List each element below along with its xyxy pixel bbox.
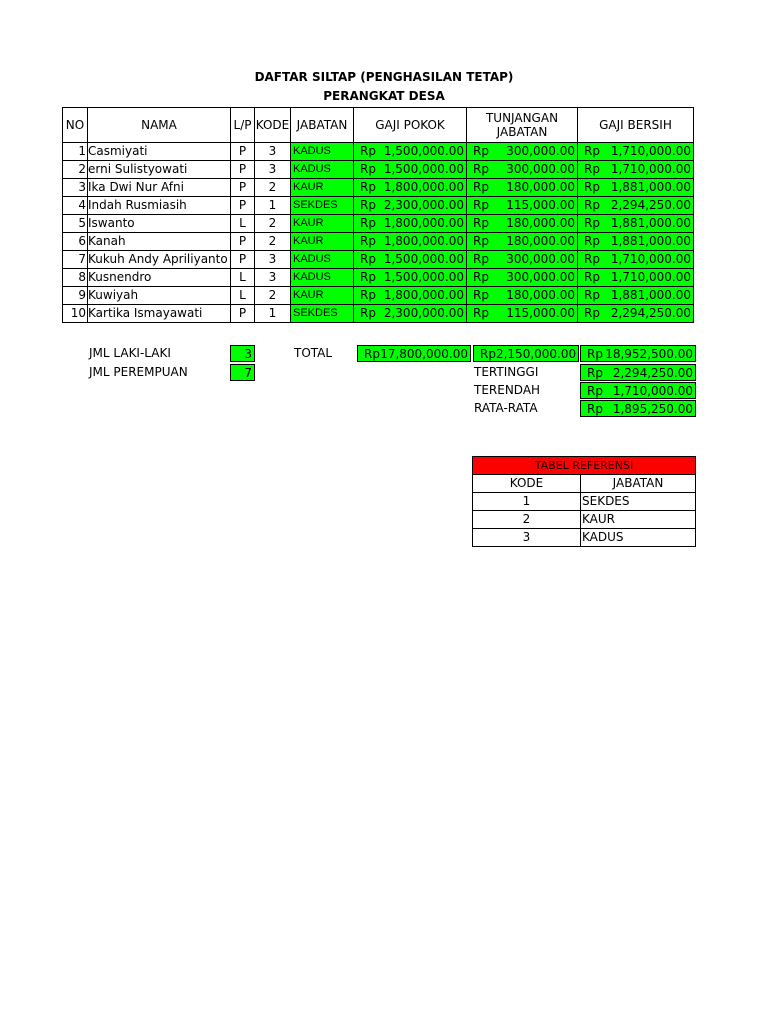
- row-tunjangan-amount: 180,000.00: [506, 234, 575, 248]
- currency-symbol: Rp: [360, 234, 376, 248]
- row-gaji-pokok-amount: 2,300,000.00: [383, 198, 464, 212]
- row-gaji-bersih: [578, 215, 694, 233]
- row-no: 3: [63, 179, 88, 197]
- row-gaji-pokok-amount: 1,800,000.00: [383, 234, 464, 248]
- row-gaji-bersih-amount: 1,710,000.00: [610, 144, 691, 158]
- row-nama: Kukuh Andy Apriliyanto: [88, 251, 231, 269]
- row-tunjangan: [467, 305, 578, 323]
- row-kode: 3: [255, 143, 291, 161]
- row-jabatan: KAUR: [291, 179, 354, 197]
- row-gaji-bersih: [578, 305, 694, 323]
- currency-symbol: Rp: [587, 347, 603, 361]
- row-gaji-pokok-amount: 2,300,000.00: [383, 306, 464, 320]
- currency-symbol: Rp: [587, 366, 603, 380]
- row-tunjangan: [467, 287, 578, 305]
- row-tunjangan-amount: 300,000.00: [506, 270, 575, 284]
- row-lp: P: [231, 197, 255, 215]
- row-gaji-pokok: [354, 161, 467, 179]
- document-subtitle: PERANGKAT DESA: [323, 89, 445, 103]
- row-gaji-bersih-amount: 2,294,250.00: [610, 198, 691, 212]
- row-tunjangan-amount: 180,000.00: [506, 180, 575, 194]
- row-kode: 3: [255, 251, 291, 269]
- table-row: [63, 161, 694, 179]
- row-gaji-bersih: [578, 161, 694, 179]
- row-jabatan: KADUS: [291, 269, 354, 287]
- total-tunjangan-amount: 2,150,000.00: [495, 347, 577, 361]
- row-gaji-pokok-amount: 1,500,000.00: [383, 162, 464, 176]
- jml-laki-label: JML LAKI-LAKI: [89, 346, 171, 360]
- row-lp: P: [231, 179, 255, 197]
- row-gaji-bersih-amount: 1,881,000.00: [610, 216, 691, 230]
- currency-symbol: Rp: [584, 306, 600, 320]
- header-tunjangan: [467, 108, 578, 143]
- row-gaji-pokok-amount: 1,500,000.00: [383, 252, 464, 266]
- currency-symbol: Rp: [473, 288, 489, 302]
- reference-kode: 1: [473, 493, 581, 511]
- row-no: 7: [63, 251, 88, 269]
- row-gaji-pokok-amount: 1,800,000.00: [383, 180, 464, 194]
- header-lp: L/P: [231, 108, 255, 143]
- row-gaji-bersih-amount: 1,881,000.00: [610, 180, 691, 194]
- row-gaji-bersih: [578, 269, 694, 287]
- reference-row: [473, 511, 696, 529]
- header-gaji-pokok: GAJI POKOK: [354, 108, 467, 143]
- table-row: [63, 251, 694, 269]
- row-gaji-bersih: [578, 143, 694, 161]
- currency-symbol: Rp: [360, 198, 376, 212]
- currency-symbol: Rp: [473, 270, 489, 284]
- row-kode: 2: [255, 233, 291, 251]
- row-tunjangan: [467, 233, 578, 251]
- reference-table: [472, 456, 696, 547]
- row-gaji-pokok: [354, 143, 467, 161]
- currency-symbol: Rp: [360, 144, 376, 158]
- currency-symbol: Rp: [584, 198, 600, 212]
- row-lp: P: [231, 305, 255, 323]
- currency-symbol: Rp: [587, 402, 603, 416]
- row-tunjangan-amount: 180,000.00: [506, 288, 575, 302]
- total-gaji-bersih-amount: 18,952,500.00: [605, 347, 693, 361]
- currency-symbol: Rp: [360, 180, 376, 194]
- row-no: 9: [63, 287, 88, 305]
- row-gaji-bersih: [578, 287, 694, 305]
- row-no: 10: [63, 305, 88, 323]
- row-tunjangan-amount: 300,000.00: [506, 252, 575, 266]
- currency-symbol: Rp: [584, 162, 600, 176]
- row-jabatan: SEKDES: [291, 305, 354, 323]
- terendah-amount: 1,710,000.00: [612, 384, 693, 398]
- tertinggi-value: [580, 364, 696, 381]
- currency-symbol: Rp: [584, 252, 600, 266]
- row-nama: Kuwiyah: [88, 287, 231, 305]
- row-jabatan: KAUR: [291, 215, 354, 233]
- row-lp: P: [231, 251, 255, 269]
- row-gaji-pokok: [354, 269, 467, 287]
- row-lp: L: [231, 287, 255, 305]
- row-lp: P: [231, 233, 255, 251]
- currency-symbol: Rp: [584, 234, 600, 248]
- row-tunjangan-amount: 300,000.00: [506, 144, 575, 158]
- currency-symbol: Rp: [360, 162, 376, 176]
- row-gaji-pokok: [354, 305, 467, 323]
- table-row: [63, 215, 694, 233]
- row-lp: P: [231, 161, 255, 179]
- row-jabatan: KAUR: [291, 287, 354, 305]
- row-tunjangan-amount: 115,000.00: [506, 306, 575, 320]
- terendah-label: TERENDAH: [474, 383, 541, 397]
- row-gaji-bersih-amount: 1,881,000.00: [610, 234, 691, 248]
- reference-title: TABEL REFERENSI: [473, 457, 696, 475]
- row-kode: 3: [255, 269, 291, 287]
- currency-symbol: Rp: [584, 180, 600, 194]
- tertinggi-amount: 2,294,250.00: [612, 366, 693, 380]
- reference-row: [473, 529, 696, 547]
- row-gaji-pokok: [354, 215, 467, 233]
- reference-row: [473, 493, 696, 511]
- row-gaji-pokok-amount: 1,500,000.00: [383, 144, 464, 158]
- row-nama: Casmiyati: [88, 143, 231, 161]
- jml-laki-value: 3: [230, 345, 255, 362]
- reference-body: [473, 493, 696, 547]
- total-gaji-bersih: [580, 345, 696, 362]
- total-gaji-pokok-amount: 17,800,000.00: [380, 347, 468, 361]
- row-kode: 1: [255, 305, 291, 323]
- currency-symbol: Rp: [473, 198, 489, 212]
- row-gaji-bersih-amount: 1,710,000.00: [610, 252, 691, 266]
- terendah-value: [580, 382, 696, 399]
- table-row: [63, 305, 694, 323]
- currency-symbol: Rp: [473, 306, 489, 320]
- row-gaji-pokok-amount: 1,500,000.00: [383, 270, 464, 284]
- currency-symbol: Rp: [584, 216, 600, 230]
- jml-perempuan-label: JML PEREMPUAN: [89, 365, 188, 379]
- row-tunjangan: [467, 269, 578, 287]
- currency-symbol: Rp: [473, 144, 489, 158]
- row-jabatan: KAUR: [291, 233, 354, 251]
- row-kode: 2: [255, 179, 291, 197]
- row-tunjangan: [467, 251, 578, 269]
- jml-perempuan-value: 7: [230, 364, 255, 381]
- currency-symbol: Rp: [473, 234, 489, 248]
- row-kode: 2: [255, 287, 291, 305]
- currency-symbol: Rp: [360, 216, 376, 230]
- row-lp: P: [231, 143, 255, 161]
- currency-symbol: Rp: [473, 180, 489, 194]
- row-no: 6: [63, 233, 88, 251]
- row-gaji-bersih: [578, 179, 694, 197]
- document-title: DAFTAR SILTAP (PENGHASILAN TETAP): [254, 70, 514, 84]
- row-no: 8: [63, 269, 88, 287]
- currency-symbol: Rp: [360, 306, 376, 320]
- row-gaji-pokok: [354, 287, 467, 305]
- reference-kode: 2: [473, 511, 581, 529]
- total-label: TOTAL: [294, 346, 333, 360]
- row-kode: 3: [255, 161, 291, 179]
- row-lp: L: [231, 215, 255, 233]
- row-tunjangan-amount: 115,000.00: [506, 198, 575, 212]
- row-no: 5: [63, 215, 88, 233]
- currency-symbol: Rp: [473, 162, 489, 176]
- header-jabatan: JABATAN: [291, 108, 354, 143]
- row-gaji-pokok-amount: 1,800,000.00: [383, 288, 464, 302]
- row-nama: Kanah: [88, 233, 231, 251]
- total-tunjangan: [473, 345, 579, 362]
- row-nama: erni Sulistyowati: [88, 161, 231, 179]
- row-tunjangan: [467, 197, 578, 215]
- currency-symbol: Rp: [364, 347, 380, 361]
- header-tunjangan-line2: JABATAN: [496, 125, 548, 139]
- table-row: [63, 197, 694, 215]
- row-nama: Iswanto: [88, 215, 231, 233]
- row-nama: Kusnendro: [88, 269, 231, 287]
- reference-kode: 3: [473, 529, 581, 547]
- row-nama: Indah Rusmiasih: [88, 197, 231, 215]
- row-no: 4: [63, 197, 88, 215]
- row-kode: 1: [255, 197, 291, 215]
- currency-symbol: Rp: [584, 288, 600, 302]
- row-gaji-bersih-amount: 1,710,000.00: [610, 270, 691, 284]
- table-row: [63, 179, 694, 197]
- reference-jabatan: SEKDES: [581, 493, 696, 511]
- header-no: NO: [63, 108, 88, 143]
- row-lp: L: [231, 269, 255, 287]
- row-jabatan: KADUS: [291, 143, 354, 161]
- row-gaji-bersih: [578, 233, 694, 251]
- reference-header-kode: KODE: [473, 475, 581, 493]
- row-tunjangan: [467, 161, 578, 179]
- header-tunjangan-line1: TUNJANGAN: [485, 111, 559, 125]
- currency-symbol: Rp: [360, 270, 376, 284]
- reference-header-jabatan: JABATAN: [581, 475, 696, 493]
- table-row: [63, 233, 694, 251]
- reference-jabatan: KADUS: [581, 529, 696, 547]
- ratarata-value: [580, 400, 696, 417]
- row-kode: 2: [255, 215, 291, 233]
- tertinggi-label: TERTINGGI: [474, 365, 539, 379]
- total-gaji-pokok: [357, 345, 471, 362]
- row-gaji-pokok: [354, 197, 467, 215]
- row-tunjangan: [467, 215, 578, 233]
- header-nama: NAMA: [88, 108, 231, 143]
- table-row: [63, 269, 694, 287]
- currency-symbol: Rp: [473, 216, 489, 230]
- row-gaji-bersih: [578, 251, 694, 269]
- currency-symbol: Rp: [360, 288, 376, 302]
- row-tunjangan: [467, 179, 578, 197]
- table-row: [63, 143, 694, 161]
- row-jabatan: KADUS: [291, 251, 354, 269]
- header-gaji-bersih: GAJI BERSIH: [578, 108, 694, 143]
- currency-symbol: Rp: [584, 270, 600, 284]
- row-gaji-pokok: [354, 251, 467, 269]
- row-gaji-bersih-amount: 1,881,000.00: [610, 288, 691, 302]
- currency-symbol: Rp: [584, 144, 600, 158]
- row-nama: Ika Dwi Nur Afni: [88, 179, 231, 197]
- reference-jabatan: KAUR: [581, 511, 696, 529]
- row-no: 2: [63, 161, 88, 179]
- row-tunjangan-amount: 300,000.00: [506, 162, 575, 176]
- row-nama: Kartika Ismayawati: [88, 305, 231, 323]
- row-jabatan: KADUS: [291, 161, 354, 179]
- row-gaji-pokok: [354, 233, 467, 251]
- row-gaji-pokok-amount: 1,800,000.00: [383, 216, 464, 230]
- row-tunjangan-amount: 180,000.00: [506, 216, 575, 230]
- currency-symbol: Rp: [473, 252, 489, 266]
- row-tunjangan: [467, 143, 578, 161]
- header-kode: KODE: [255, 108, 291, 143]
- row-gaji-bersih-amount: 2,294,250.00: [610, 306, 691, 320]
- ratarata-label: RATA-RATA: [474, 401, 538, 415]
- currency-symbol: Rp: [360, 252, 376, 266]
- currency-symbol: Rp: [480, 347, 496, 361]
- currency-symbol: Rp: [587, 384, 603, 398]
- ratarata-amount: 1,895,250.00: [612, 402, 693, 416]
- row-gaji-bersih-amount: 1,710,000.00: [610, 162, 691, 176]
- row-gaji-pokok: [354, 179, 467, 197]
- row-jabatan: SEKDES: [291, 197, 354, 215]
- table-row: [63, 287, 694, 305]
- row-gaji-bersih: [578, 197, 694, 215]
- table-body: [63, 143, 694, 323]
- row-no: 1: [63, 143, 88, 161]
- salary-table: [62, 107, 694, 323]
